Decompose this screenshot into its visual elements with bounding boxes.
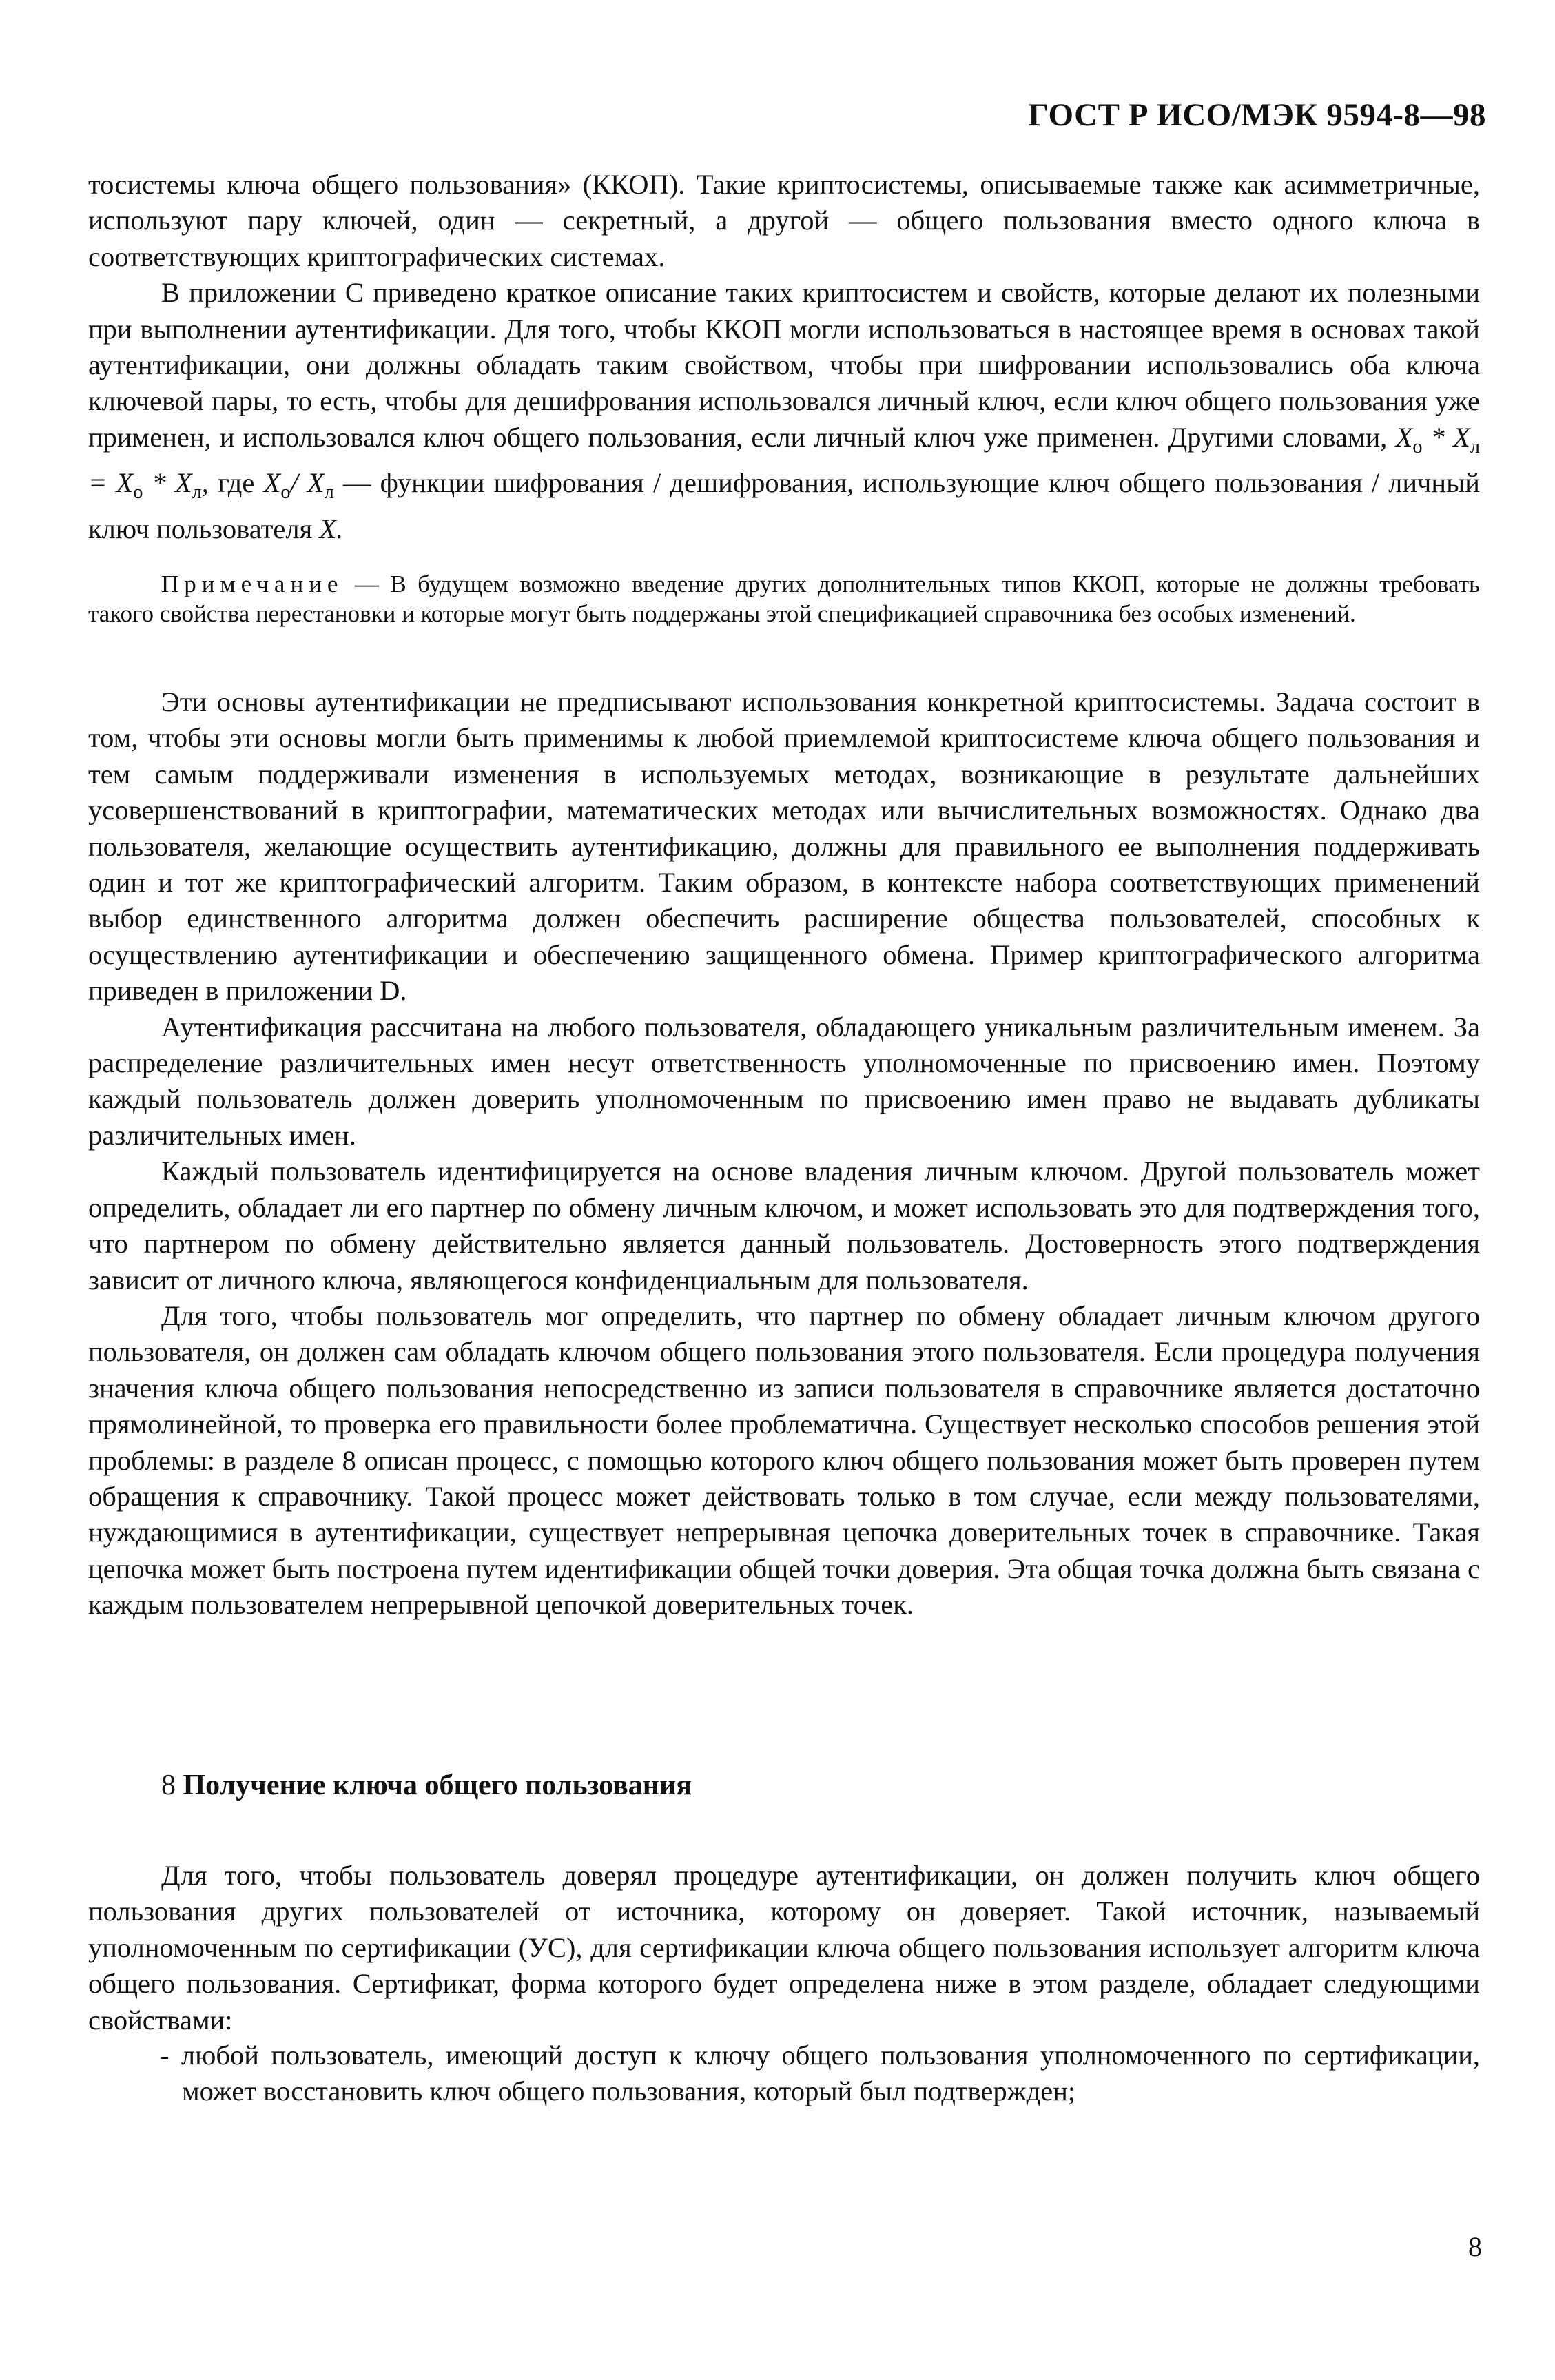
list-item: - любой пользователь, имеющий доступ к ключу общего пользования уполномоченного по сертификации, может восстановить ключ общего пользования, который был подтвержден;	[160, 2040, 1480, 2107]
paragraph: Для того, чтобы пользователь мог определить, что партнер по обмену обладает личным ключом другого пользователя, он должен сам обладать ключом общего пользования этого пользователя. Если процедура получения значения ключа общего пользования непосредственно из записи пользователя в справочнике является достаточно прямолинейной, то проверка его правильности более проблематична. Существует несколько способов решения этой проблемы: в разделе 8 описан процесс, с помощью которого ключ общего пользования может быть проверен путем обращения к справочнику. Такой процесс может действовать только в том случае, если между пользователями, нуждающимися в аутентификации, существует непрерывная цепочка доверительных точек в справочнике. Такая цепочка может быть построена путем идентификации общей точки доверия. Эта общая точка должна быть связана с каждым пользователем непрерывной цепочкой доверительных точек.	[88, 1300, 1480, 1621]
note-label: Примечание	[161, 571, 344, 597]
body-text-middle	[88, 684, 1480, 1623]
paragraph-with-formula: В приложении С приведено краткое описание таких криптосистем и свойств, которые делают их полезными при выполнении аутентификации. Для того, чтобы ККОП могли использоваться в настоящее время в основах такой аутентификации, они должны обладать таким свойством, чтобы при шифровании использовались оба ключа ключевой пары, то есть, чтобы для дешифрования использовался личный ключ, если ключ общего пользования уже применен, и использовался ключ общего пользования, если личный ключ уже применен. Другими словами, $X_о * X_л = X_о * X_л$, где $X_о/$ $X_л$ — функции шифрования / дешифрования, использующие ключ общего пользования / личный ключ пользователя X.	[88, 277, 1481, 544]
section-heading	[161, 1769, 692, 1802]
paragraph: Эти основы аутентификации не предписывают использования конкретной криптосистемы. Задача состоит в том, чтобы эти основы могли быть применимы к любой приемлемой криптосистеме ключа общего пользования и тем самым поддерживали изменения в используемых методах, возникающие в результате дальнейших усовершенствований в криптографии, математических методах или вычислительных возможностях. Однако два пользователя, желающие осуществить аутентификацию, должны для правильного ее выполнения поддерживать один и тот же криптографический алгоритм. Таким образом, в контексте набора соответствующих применений выбор единственного алгоритма должен обеспечить расширение общества пользователей, способных к осуществлению аутентификации и обеспечению защищенного обмена. Пример криптографического алгоритма приведен в приложении D.	[88, 686, 1480, 1007]
page-number: 8	[1468, 2231, 1482, 2262]
properties-list	[160, 2038, 1480, 2110]
standard-code-header: ГОСТ Р ИСО/МЭК 9594-8—98	[1028, 97, 1486, 133]
paragraph: Аутентификация рассчитана на любого пользователя, обладающего уникальным различительным именем. За распределение различительных имен несут ответственность уполномоченные по присвоению имен. Поэтому каждый пользователь должен доверить уполномоченным по присвоению имен право не выдавать дубликаты различительных имен.	[88, 1011, 1480, 1151]
paragraph-text: В приложении С приведено краткое описание таких криптосистем и свойств, которые делают их полезными при выполнении аутентификации. Для того, чтобы ККОП могли использоваться в настоящее время в основах такой аутентификации, они должны обладать таким свойством, чтобы при шифровании использовались оба ключа ключевой пары, то есть, чтобы для дешифрования использовался личный ключ, если ключ общего пользования уже применен, и использовался ключ общего пользования, если личный ключ уже применен. Другими словами,	[88, 277, 1480, 453]
section-body	[88, 1858, 1480, 2038]
note-text: — В будущем возможно введение других дополнительных типов ККОП, которые не должны требовать такого свойства перестановки и которые могут быть поддержаны этой спецификацией справочника без особых изменений.	[88, 571, 1480, 627]
body-text-top	[88, 167, 1480, 547]
formula: $X_о * X_л = X_о * X_л$	[88, 421, 1481, 504]
section-number: 8	[161, 1769, 176, 1801]
paragraph: тосистемы ключа общего пользования» (ККОП). Такие криптосистемы, описываемые также как асимметричные, используют пару ключей, один — секретный, а другой — общего пользования вместо одного ключа в соответствующих криптографических системах.	[88, 169, 1480, 272]
paragraph: Каждый пользователь идентифицируется на основе владения личным ключом. Другой пользователь может определить, обладает ли его партнер по обмену личным ключом, и может использовать это для подтверждения того, что партнером по обмену действительно является данный пользователь. Достоверность этого подтверждения зависит от личного ключа, являющегося конфиденциальным для пользователя.	[88, 1156, 1480, 1295]
section-title: Получение ключа общего пользования	[183, 1769, 692, 1801]
note-block	[88, 569, 1480, 628]
paragraph: Для того, чтобы пользователь доверял процедуре аутентификации, он должен получить ключ общего пользования других пользователей от источника, которому он доверяет. Такой источник, называемый уполномоченным по сертификации (УС), для сертификации ключа общего пользования использует алгоритм ключа общего пользования. Сертификат, форма которого будет определена ниже в этом разделе, обладает следующими свойствами:	[88, 1860, 1480, 2035]
